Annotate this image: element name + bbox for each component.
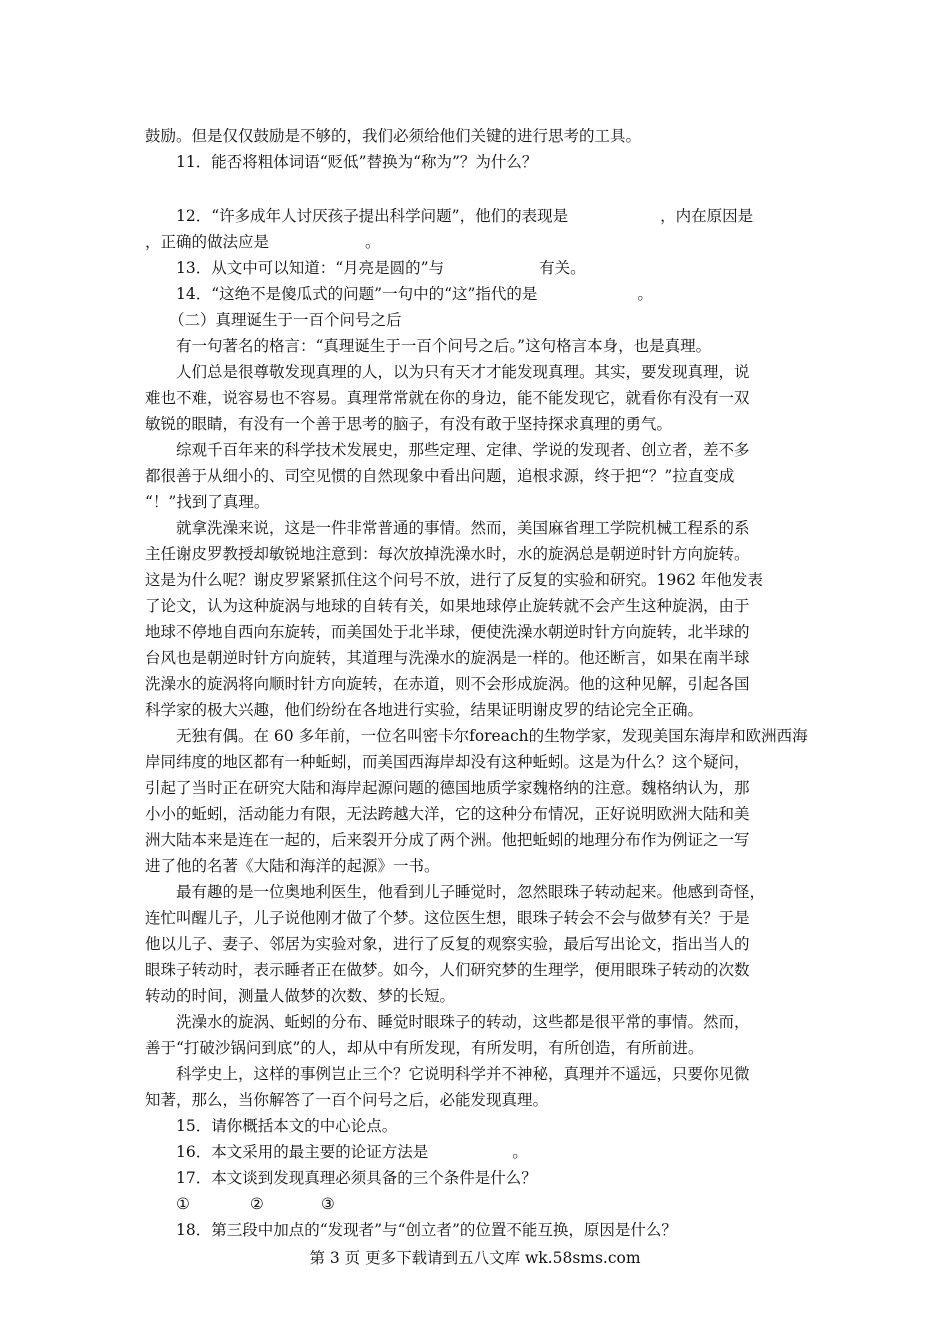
- paragraph-line: 知著，那么，当你解答了一百个问号之后，必能发现真理。: [145, 1091, 549, 1109]
- question-13: [145, 256, 815, 280]
- paragraph-line: 洗澡水的旋涡、蚯蚓的分布、睡觉时眼珠子的转动，这些都是很平常的事情。然而，: [176, 1013, 750, 1031]
- document-body: [145, 124, 815, 1244]
- question-12: [145, 204, 815, 228]
- question-12-text-2: ，内在原因是: [660, 207, 754, 225]
- question-16-text: 16．本文采用的最主要的论证方法是: [176, 1143, 429, 1161]
- question-17-options: [145, 1192, 815, 1216]
- paragraph-line: 这是为什么呢？谢皮罗紧紧抓住这个问号不放，进行了反复的实验和研究。1962 年他发表: [145, 571, 763, 589]
- question-14: [145, 282, 815, 306]
- paragraph-line: 人们总是很尊敬发现真理的人，以为只有天才才能发现真理。其实，要发现真理，说: [176, 363, 750, 381]
- paragraph-line: 难也不难，说容易也不容易。真理常常就在你的身边，能不能发现它，就看你有没有一双: [145, 389, 750, 407]
- paragraph-line: 科学家的极大兴趣，他们纷纷在各地进行实验，结果证明谢皮罗的结论完全正确。: [145, 701, 704, 719]
- question-12-end: 。: [365, 233, 381, 251]
- question-12-cont: [145, 230, 815, 254]
- question-16-end: 。: [512, 1143, 528, 1161]
- paragraph-line: 科学史上，这样的事例岂止三个？它说明科学并不神秘，真理并不遥远，只要你见微: [176, 1065, 750, 1083]
- question-13-text: 13．从文中可以知道：“月亮是圆的”与: [176, 259, 445, 277]
- question-18: 18．第三段中加点的“发现者”与“创立者”的位置不能互换，原因是什么？: [176, 1221, 677, 1239]
- paragraph-line: 就拿洗澡来说，这是一件非常普通的事情。然而，美国麻省理工学院机械工程系的系: [176, 519, 750, 537]
- paragraph-line: 小小的蚯蚓，活动能力有限，无法跨越大洋，它的这种分布情况，正好说明欧洲大陆和美: [145, 805, 750, 823]
- question-14-text: 14．“这绝不是傻瓜式的问题”一句中的“这”指代的是: [176, 285, 538, 303]
- paragraph-line: “！”找到了真理。: [145, 493, 270, 511]
- paragraph-line: 台风也是朝逆时针方向旋转，其道理与洗澡水的旋涡是一样的。他还断言，如果在南半球: [145, 649, 750, 667]
- paragraph-line: 了论文，认为这种旋涡与地球的自转有关，如果地球停止旋转就不会产生这种旋涡，由于: [145, 597, 750, 615]
- option-1-label: ①: [176, 1195, 190, 1213]
- paragraph-line: 善于“打破沙锅问到底”的人，却从中有所发现，有所发明，有所创造，有所前进。: [145, 1039, 704, 1057]
- page-footer: 第 3 页 更多下载请到五八文库 wk.58sms.com: [309, 1249, 641, 1267]
- paragraph-line: 无独有偶。在 60 多年前，一位名叫密卡尔foreach的生物学家，发现美国东海岸和欧洲西海: [176, 727, 808, 745]
- paragraph-line: 主任谢皮罗教授却敏锐地注意到：每次放掉洗澡水时，水的旋涡总是朝逆时针方向旋转。: [145, 545, 750, 563]
- question-11: 11．能否将粗体词语“贬低”替换为“称为”？为什么？: [176, 153, 538, 171]
- answer-space: [145, 176, 815, 202]
- paragraph-line: 眼珠子转动时，表示睡者正在做梦。如今，人们研究梦的生理学，便用眼珠子转动的次数: [145, 961, 750, 979]
- paragraph-line: 连忙叫醒儿子，儿子说他刚才做了个梦。这位医生想，眼珠子转会不会与做梦有关？于是: [145, 909, 750, 927]
- question-15: 15．请你概括本文的中心论点。: [176, 1117, 398, 1135]
- paragraph-line: 敏锐的眼睛，有没有一个善于思考的脑子，有没有敢于坚持探求真理的勇气。: [145, 415, 673, 433]
- paragraph-line: 地球不停地自西向东旋转，而美国处于北半球，便使洗澡水朝逆时针方向旋转，北半球的: [145, 623, 750, 641]
- question-13-end: 有关。: [539, 259, 586, 277]
- section-heading: （二）真理诞生于一百个问号之后: [169, 311, 402, 329]
- paragraph-line: 最有趣的是一位奥地利医生，他看到儿子睡觉时，忽然眼珠子转动起来。他感到奇怪，: [176, 883, 766, 901]
- question-12-text: 12．“许多成年人讨厌孩子提出科学问题”，他们的表现是: [176, 207, 569, 225]
- question-17: 17．本文谈到发现真理必须具备的三个条件是什么？: [176, 1169, 537, 1187]
- paragraph-line: 进了他的名著《大陆和海洋的起源》一书。: [145, 857, 440, 875]
- question-16: [145, 1140, 815, 1164]
- paragraph-line: 岸同纬度的地区都有一种蚯蚓，而美国西海岸却没有这种蚯蚓。这是为什么？这个疑问，: [145, 753, 750, 771]
- paragraph-line: 引起了当时正在研究大陆和海岸起源问题的德国地质学家魏格纳的注意。魏格纳认为，那: [145, 779, 750, 797]
- option-3-label: ③: [320, 1195, 335, 1213]
- question-14-end: 。: [637, 285, 653, 303]
- paragraph-line: 有一句著名的格言：“真理诞生于一百个问号之后。”这句格言本身，也是真理。: [176, 337, 712, 355]
- paragraph-line: 他以儿子、妻子、邻居为实验对象，进行了反复的观察实验，最后写出论文，指出当人的: [145, 935, 750, 953]
- paragraph-line: 综观千百年来的科学技术发展史，那些定理、定律、学说的发现者、创立者，差不多: [176, 441, 750, 459]
- paragraph-line: 都很善于从细小的、司空见惯的自然现象中看出问题，追根求源，终于把“？”拉直变成: [145, 467, 735, 485]
- paragraph-line: 洗澡水的旋涡将向顺时针方向旋转，在赤道，则不会形成旋涡。他的这种见解，引起各国: [145, 675, 750, 693]
- text-line: 鼓励。但是仅仅鼓励是不够的，我们必须给他们关键的进行思考的工具。: [145, 127, 642, 145]
- paragraph-line: 转动的时间，测量人做梦的次数、梦的长短。: [145, 987, 456, 1005]
- option-2-label: ②: [249, 1195, 264, 1213]
- paragraph-line: 洲大陆本来是连在一起的，后来裂开分成了两个洲。他把蚯蚓的地理分布作为例证之一写: [145, 831, 750, 849]
- question-12-text-3: ，正确的做法应是: [145, 233, 270, 251]
